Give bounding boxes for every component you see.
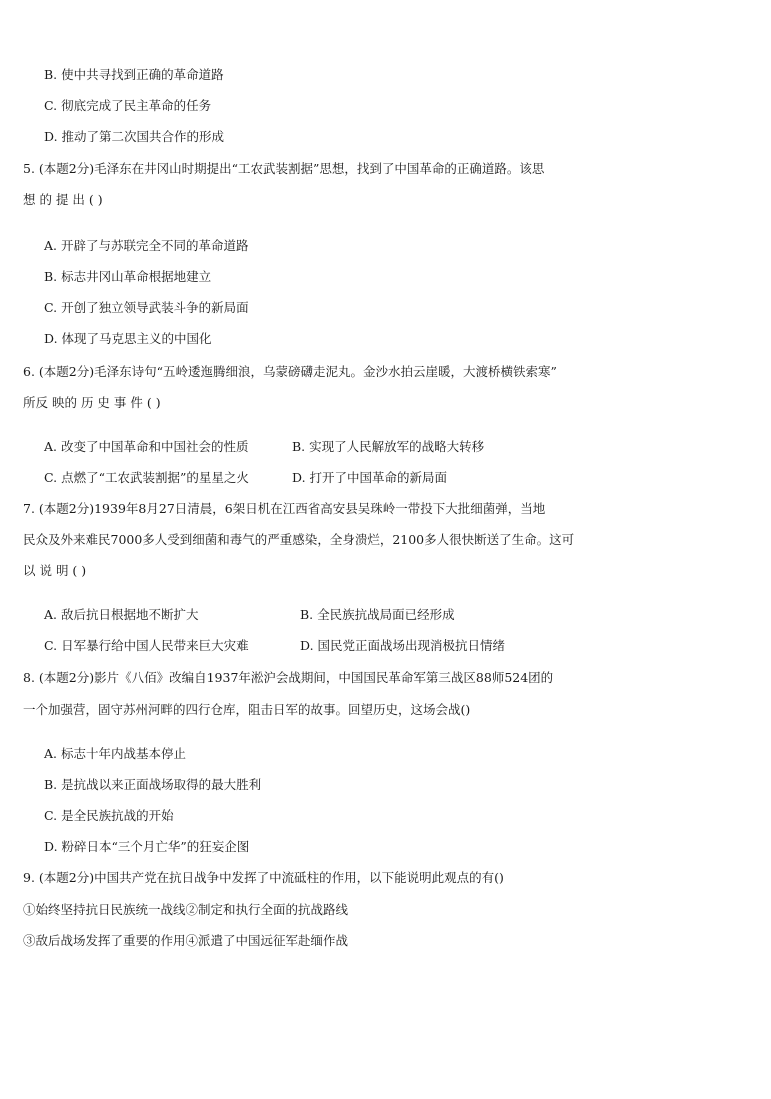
q7-stem-line3: 以 说 明 ( ): [23, 563, 87, 578]
q4-option-d: D. 推动了第二次国共合作的形成: [44, 129, 225, 144]
q8-stem-line1: 8. (本题2分)影片《八佰》改编自1937年淞沪会战期间，中国国民革命军第三战区88师524团的: [23, 670, 554, 685]
q5-stem-line2: 想 的 提 出 ( ): [23, 192, 103, 207]
q5-option-a: A. 开辟了与苏联完全不同的革命道路: [44, 238, 249, 253]
q9-statement-line1: ①始终坚持抗日民族统一战线②制定和执行全面的抗战路线: [23, 902, 349, 917]
q5-stem-line1: 5. (本题2分)毛泽东在井冈山时期提出“工农武装割据”思想，找到了中国革命的正确道路。该思: [23, 161, 545, 176]
q4-option-c: C. 彻底完成了民主革命的任务: [44, 98, 212, 113]
q6-stem-line1: 6. (本题2分)毛泽东诗句“五岭逶迤腾细浪，乌蒙磅礴走泥丸。金沙水拍云崖暖，大渡桥横铁索寒”: [23, 364, 557, 379]
q6-option-c: C. 点燃了“工农武装割据”的星星之火: [44, 470, 249, 485]
q5-option-d: D. 体现了马克思主义的中国化: [44, 331, 212, 346]
q8-stem-line2: 一个加强营，固守苏州河畔的四行仓库，阻击日军的故事。回望历史，这场会战(): [23, 702, 471, 717]
q7-option-a: A. 敌后抗日根据地不断扩大: [44, 607, 199, 622]
q7-stem-line2: 民众及外来难民7000多人受到细菌和毒气的严重感染，全身溃烂，2100多人很快断送了生命。这可: [23, 532, 575, 547]
q5-option-c: C. 开创了独立领导武装斗争的新局面: [44, 300, 249, 315]
q8-option-d: D. 粉碎日本“三个月亡华”的狂妄企图: [44, 839, 250, 854]
q5-option-b: B. 标志井冈山革命根据地建立: [44, 269, 212, 284]
q6-option-d: D. 打开了中国革命的新局面: [292, 470, 448, 485]
q6-option-b: B. 实现了人民解放军的战略大转移: [292, 439, 485, 454]
q7-option-b: B. 全民族抗战局面已经形成: [300, 607, 455, 622]
q8-option-c: C. 是全民族抗战的开始: [44, 808, 174, 823]
q6-option-a: A. 改变了中国革命和中国社会的性质: [44, 439, 249, 454]
q7-stem-line1: 7. (本题2分)1939年8月27日清晨，6架日机在江西省高安县吴珠岭一带投下大批细菌弹，当地: [23, 501, 546, 516]
q9-statement-line2: ③敌后战场发挥了重要的作用④派遣了中国远征军赴缅作战: [23, 933, 349, 948]
q7-option-c: C. 日军暴行给中国人民带来巨大灾难: [44, 638, 249, 653]
q9-stem-line1: 9. (本题2分)中国共产党在抗日战争中发挥了中流砥柱的作用，以下能说明此观点的有(): [23, 870, 504, 885]
q6-stem-line2: 所反 映的 历 史 事 件 ( ): [23, 395, 161, 410]
q8-option-a: A. 标志十年内战基本停止: [44, 746, 186, 761]
q4-option-b: B. 使中共寻找到正确的革命道路: [44, 67, 224, 82]
q8-option-b: B. 是抗战以来正面战场取得的最大胜利: [44, 777, 262, 792]
q7-option-d: D. 国民党正面战场出现消极抗日情绪: [300, 638, 506, 653]
